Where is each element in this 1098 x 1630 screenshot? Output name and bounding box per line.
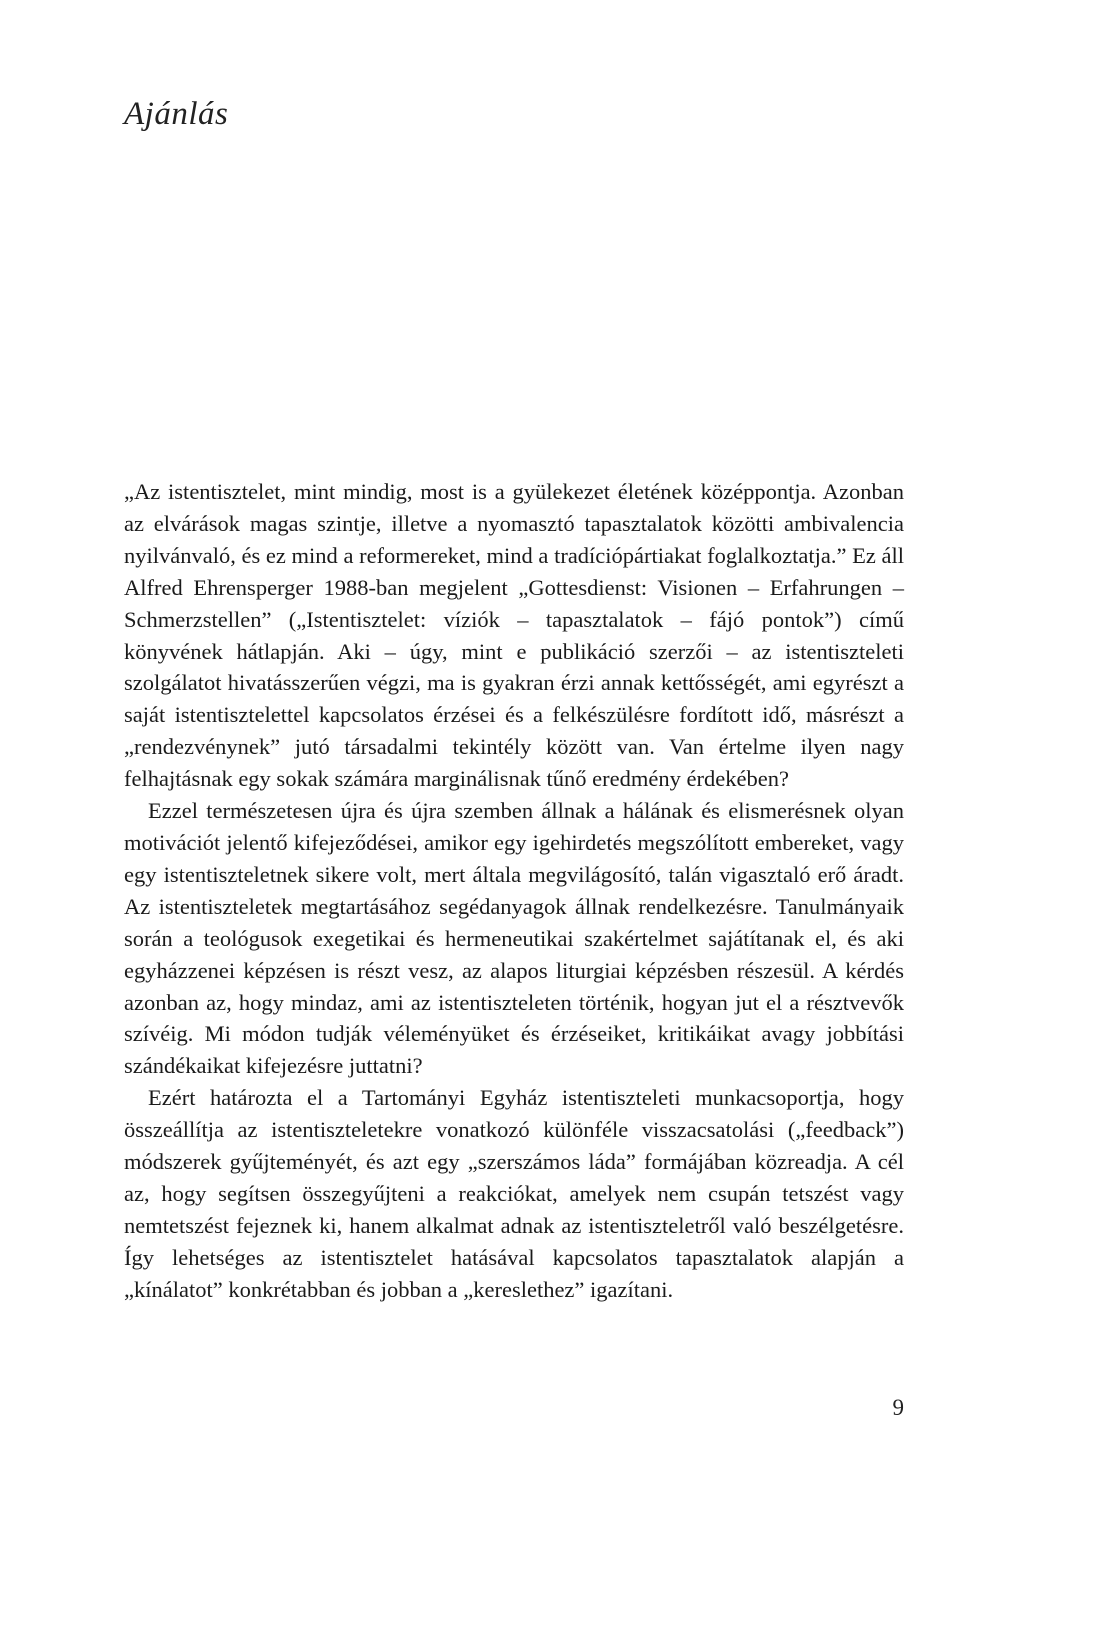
body-text <box>124 476 904 1306</box>
chapter-heading: Ajánlás <box>124 96 229 132</box>
paragraph-3: Ezért határozta el a Tartományi Egyház istentiszteleti munkacsoportja, hogy összeállítja az istentiszteletekre vonatkozó különféle visszacsatolási („feedback”) módszerek gyűjteményét, és azt egy „szerszámos láda” formájában közreadja. A cél az, hogy segítsen összegyűjteni a reakciókat, amelyek nem csupán tetszést vagy nemtetszést fejeznek ki, hanem alkalmat adnak az istentiszteletről való beszélgetésre. Így lehetséges az istentisztelet hatásával kapcsolatos tapasztalatok alapján a „kínálatot” konkrétabban és jobban a „kereslethez” igazítani. <box>124 1085 904 1302</box>
paragraph-1: „Az istentisztelet, mint mindig, most is a gyülekezet életének középpontja. Azonban az elvárások magas szintje, illetve a nyomasztó tapasztalatok közötti ambivalencia nyilvánvaló, és ez mind a reformereket, mind a tradíciópártiakat foglalkoztatja.” Ez áll Alfred Ehrensperger 1988-ban megjelent „Gottesdienst: Visionen – Erfahrungen – Schmerzstellen” („Istentisztelet: víziók – tapasztalatok – fájó pontok”) című könyvének hátlapján. Aki – úgy, mint e publikáció szerzői – az istentiszteleti szolgálatot hivatásszerűen végzi, ma is gyakran érzi annak kettősségét, ami egyrészt a saját istentisztelettel kapcsolatos érzései és a felkészülésre fordított idő, másrészt a „rendezvénynek” jutó társadalmi tekintély között van. Van értelme ilyen nagy felhajtásnak egy sokak számára marginálisnak tűnő eredmény érdekében? <box>124 479 904 792</box>
paragraph-2: Ezzel természetesen újra és újra szemben állnak a hálának és elismerésnek olyan motivációt jelentő kifejeződései, amikor egy igehirdetés megszólított embereket, vagy egy istentiszteletnek sikere volt, mert általa megvilágosító, talán vigasztaló erő áradt. Az istentiszteletek megtartásához segédanyagok állnak rendelkezésre. Tanulmányaik során a teológusok exegetikai és hermeneutikai szakértelmet sajátítanak el, és aki egyházzenei képzésen is részt vesz, az alapos liturgiai képzésben részesül. A kérdés azonban az, hogy mindaz, ami az istentiszteleten történik, hogyan jut el a résztvevők szívéig. Mi módon tudják véleményüket és érzéseiket, kritikáikat avagy jobbítási szándékaikat kifejezésre juttatni? <box>124 798 904 1079</box>
page-number: 9 <box>892 1395 904 1420</box>
